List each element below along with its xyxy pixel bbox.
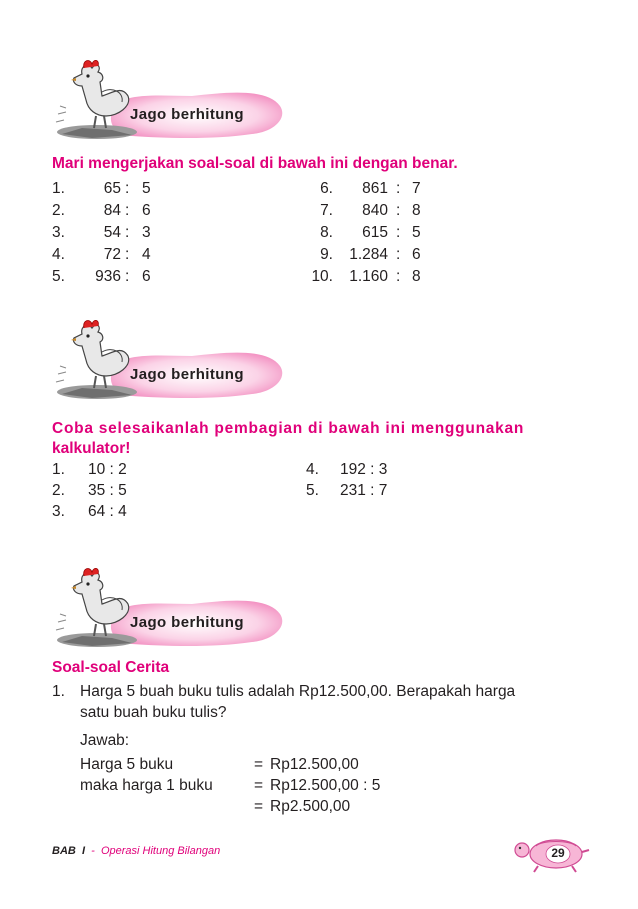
divisor: 8 <box>412 268 421 285</box>
banner-title: Jago berhitung <box>130 614 244 631</box>
footer-bab-number: I <box>81 845 86 857</box>
item-number: 5. <box>52 268 65 285</box>
operator: : <box>396 180 401 197</box>
instruction-1: Mari mengerjakan soal-soal di bawah ini dengan benar. <box>52 155 458 172</box>
banner-jago-berhitung-2 <box>52 316 287 402</box>
footer-chapter <box>52 845 220 857</box>
divisor: 4 <box>142 246 151 263</box>
rooster-banner-icon <box>52 316 287 402</box>
equals-sign: = <box>254 777 264 794</box>
dividend: 840 <box>362 202 388 219</box>
rooster-banner-icon <box>52 564 287 650</box>
dividend: 65 <box>103 180 121 197</box>
item-number: 2. <box>52 202 65 219</box>
work-value: Rp12.500,00 : 5 <box>270 777 381 794</box>
dividend: 861 <box>362 180 388 197</box>
division-expression: 231 : 7 <box>340 482 388 499</box>
divisor: 7 <box>412 180 421 197</box>
footer-bab-label: BAB <box>52 845 76 857</box>
instruction-2-line1: Coba selesaikanlah pembagian di bawah ini menggunakan <box>52 420 525 437</box>
instruction-2-line2: kalkulator! <box>52 440 131 457</box>
page-number-badge <box>512 834 592 874</box>
divisor: 5 <box>142 180 151 197</box>
dividend: 72 <box>103 246 121 263</box>
item-number: 4. <box>52 246 65 263</box>
item-number: 7. <box>320 202 333 219</box>
divisor: 6 <box>142 268 151 285</box>
division-expression: 10 : 2 <box>88 461 127 478</box>
dividend: 54 <box>103 224 121 241</box>
work-value: Rp12.500,00 <box>270 756 359 773</box>
operator: : <box>125 246 130 263</box>
question-1-line1: Harga 5 buah buku tulis adalah Rp12.500,00. Berapakah harga <box>80 683 516 700</box>
banner-title: Jago berhitung <box>130 106 244 123</box>
operator: : <box>125 268 130 285</box>
dividend: 1.160 <box>349 268 388 285</box>
story-heading: Soal-soal Cerita <box>52 659 170 676</box>
page-number: 29 <box>551 846 565 860</box>
division-expression: 64 : 4 <box>88 503 127 520</box>
footer-chapter-title: Operasi Hitung Bilangan <box>100 845 221 857</box>
item-number: 3. <box>52 224 65 241</box>
operator: : <box>125 180 130 197</box>
dividend: 84 <box>103 202 121 219</box>
banner-title: Jago berhitung <box>130 366 244 383</box>
item-number: 2. <box>52 482 65 499</box>
item-number: 1. <box>52 461 65 478</box>
divisor: 6 <box>412 246 421 263</box>
dividend: 615 <box>362 224 388 241</box>
operator: : <box>125 224 130 241</box>
dividend: 936 <box>95 268 121 285</box>
item-number: 5. <box>306 482 319 499</box>
divisor: 6 <box>142 202 151 219</box>
item-number: 4. <box>306 461 319 478</box>
divisor: 3 <box>142 224 151 241</box>
item-number: 10. <box>311 268 333 285</box>
question-1-number: 1. <box>52 683 65 700</box>
footer-separator: - <box>91 845 95 857</box>
equals-sign: = <box>254 756 264 773</box>
equals-sign: = <box>254 798 264 815</box>
work-label: Harga 5 buku <box>80 756 174 773</box>
divisor: 8 <box>412 202 421 219</box>
division-expression: 192 : 3 <box>340 461 388 478</box>
operator: : <box>396 202 401 219</box>
item-number: 8. <box>320 224 333 241</box>
answer-label: Jawab: <box>80 732 130 749</box>
item-number: 3. <box>52 503 65 520</box>
item-number: 9. <box>320 246 333 263</box>
work-value: Rp2.500,00 <box>270 798 351 815</box>
item-number: 1. <box>52 180 65 197</box>
banner-jago-berhitung-3 <box>52 564 287 650</box>
work-label: maka harga 1 buku <box>80 777 213 794</box>
division-expression: 35 : 5 <box>88 482 127 499</box>
rooster-banner-icon <box>52 56 287 142</box>
question-1-line2: satu buah buku tulis? <box>80 704 227 721</box>
divisor: 5 <box>412 224 421 241</box>
dividend: 1.284 <box>349 246 388 263</box>
item-number: 6. <box>320 180 333 197</box>
operator: : <box>396 246 401 263</box>
operator: : <box>396 224 401 241</box>
operator: : <box>396 268 401 285</box>
operator: : <box>125 202 130 219</box>
banner-jago-berhitung-1 <box>52 56 287 142</box>
